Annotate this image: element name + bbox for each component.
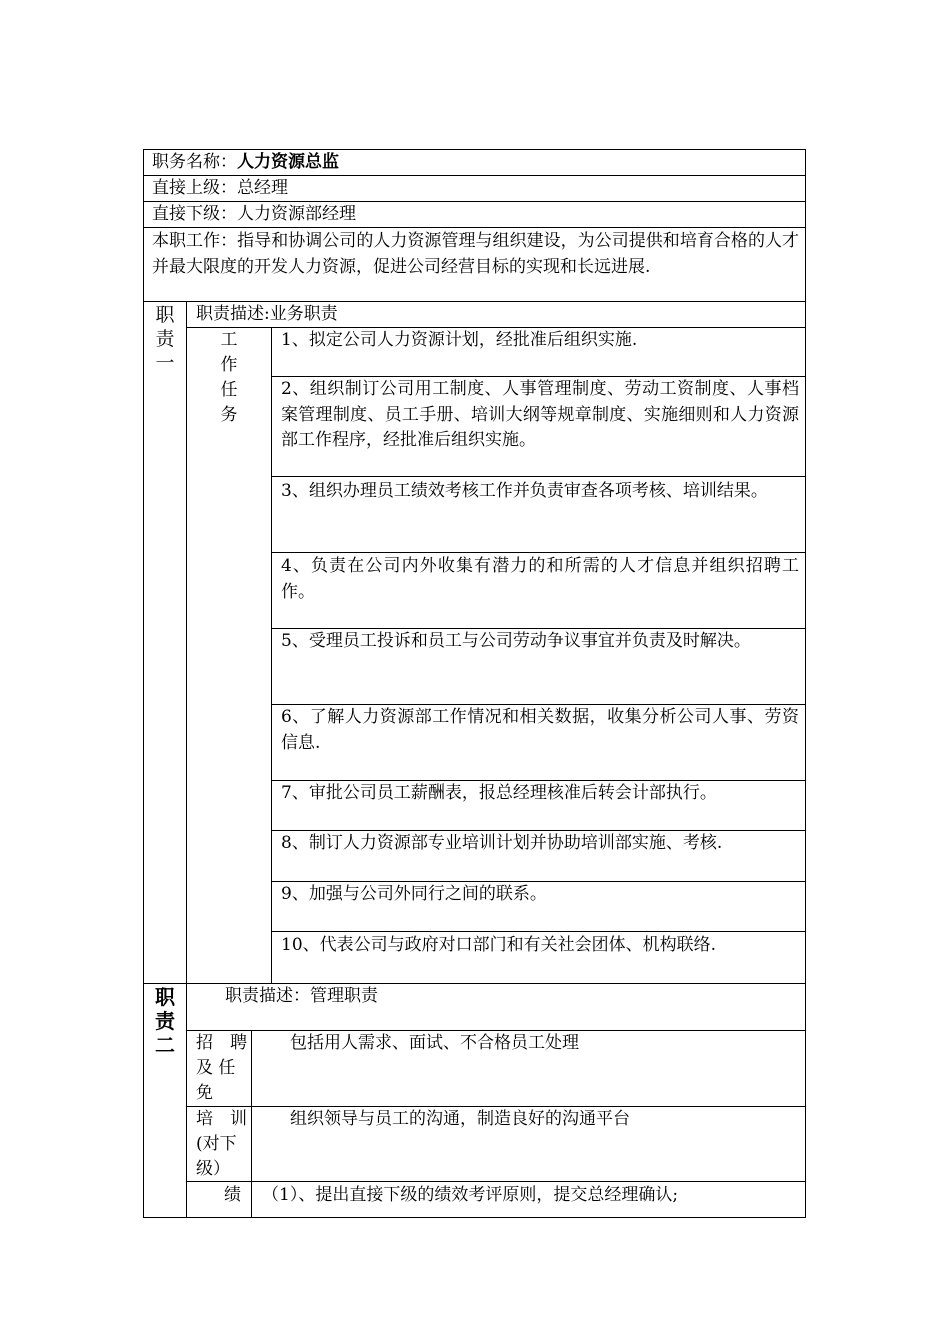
task-divider [271, 931, 806, 932]
duty1-description: 职责描述:业务职责 [196, 304, 338, 324]
job-title-row [152, 150, 339, 175]
duty2-row-content: （1）、提出直接下级的绩效考评原则，提交总经理确认; [262, 1185, 679, 1205]
task-item: 2、组织制订公司用工制度、人事管理制度、劳动工资制度、人事档案管理制度、员工手册、培训大纲等规章制度、实施细则和人力资源部工作程序，经批准后组织实施。 [281, 379, 799, 450]
direct-superior: 直接上级：总经理 [152, 178, 288, 198]
task-item: 9、加强与公司外同行之间的联系。 [281, 884, 547, 904]
task-divider [271, 476, 806, 477]
job-title-label: 职务名称： [152, 152, 237, 172]
task-label-divider [271, 327, 272, 983]
task-divider [271, 552, 806, 553]
row-divider [186, 1181, 806, 1182]
duty2-row-label: 绩 [224, 1185, 241, 1205]
job-summary: 本职工作：指导和协调公司的人力资源管理与组织建设，为公司提供和培育合格的人才并最大限度的开发人力资源，促进公司经营目标的实现和长远进展. [152, 231, 799, 277]
table-border-right [805, 149, 806, 1218]
duty2-row-content: 包括用人需求、面试、不合格员工处理 [290, 1033, 579, 1053]
task-item: 10、代表公司与政府对口部门和有关社会团体、机构联络. [281, 935, 717, 955]
task-item: 1、拟定公司人力资源计划，经批准后组织实施. [281, 330, 638, 350]
table-border-left [143, 149, 144, 1218]
duty2-label: 职 责 二 [155, 985, 175, 1057]
task-label: 工 作 任 务 [220, 330, 238, 425]
job-title-value: 人力资源总监 [237, 152, 339, 172]
task-item: 5、受理员工投诉和员工与公司劳动争议事宜并负责及时解决。 [281, 631, 751, 651]
duty2-description: 职责描述：管理职责 [225, 986, 378, 1006]
duty-label-divider [186, 301, 187, 1218]
task-item: 4、负责在公司内外收集有潜力的和所需的人才信息并组织招聘工作。 [281, 556, 799, 602]
duty2-row-label: 培 训 (对下 级） [196, 1109, 247, 1179]
table-border-bottom [143, 1217, 806, 1218]
duty2-label-divider [251, 1030, 252, 1218]
duty2-row-content: 组织领导与员工的沟通，制造良好的沟通平台 [290, 1109, 630, 1129]
task-item: 3、组织办理员工绩效考核工作并负责审查各项考核、培训结果。 [281, 481, 768, 501]
row-divider [143, 227, 806, 228]
duty1-label: 职 责 一 [155, 304, 175, 374]
direct-subordinate: 直接下级：人力资源部经理 [152, 204, 356, 224]
duty2-row-label: 招 聘 及 任 免 [196, 1033, 247, 1103]
task-item: 8、制订人力资源部专业培训计划并协助培训部实施、考核. [281, 833, 723, 853]
task-item: 7、审批公司员工薪酬表，报总经理核准后转会计部执行。 [281, 783, 717, 803]
task-item: 6、了解人力资源部工作情况和相关数据，收集分析公司人事、劳资信息. [281, 707, 799, 753]
